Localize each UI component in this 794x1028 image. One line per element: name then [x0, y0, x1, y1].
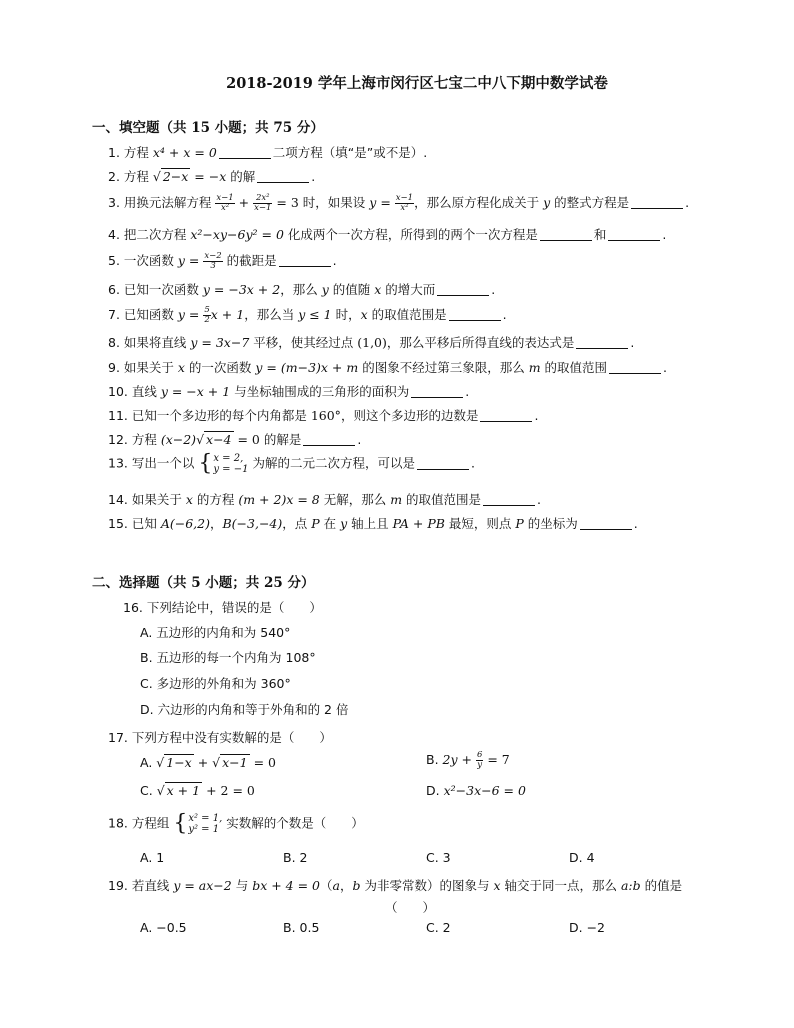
option-17b[interactable]: B. 2y + $\frac{6}{y}$ = 7 [426, 750, 510, 770]
option-18c[interactable]: C. 3 [426, 850, 451, 865]
section-multiple-choice: 二、选择题（共 5 小题；共 25 分） [92, 575, 315, 591]
question-9: 9. 如果关于 x 的一次函数 y = (m−3)x + m 的图象不经过第三象限，那么 m 的取值范围 . [108, 360, 668, 375]
page-title: 2018-2019 学年上海市闵行区七宝二中八下期中数学试卷 [226, 75, 608, 92]
question-5: 5. 一次函数 y = $\frac{x-2}{3}$ 的截距是 . [108, 251, 337, 271]
question-13: 13. 写出一个以 { x = 2, y = −1 为解的二元二次方程，可以是 . [108, 451, 475, 476]
answer-blank[interactable] [437, 283, 489, 296]
answer-blank[interactable] [219, 146, 271, 159]
answer-blank[interactable] [480, 409, 532, 422]
option-19a[interactable]: A. −0.5 [140, 920, 187, 935]
answer-blank[interactable] [411, 385, 463, 398]
option-17c[interactable]: C. √ x + 1 + 2 = 0 [140, 783, 255, 798]
question-19: 19. 若直线 y = ax−2 与 bx + 4 = 0（a，b 为非零常数）的图象与 x 轴交于同一点，那么 a:b 的值是 [108, 878, 683, 893]
option-18b[interactable]: B. 2 [283, 850, 308, 865]
answer-blank[interactable] [608, 228, 660, 241]
option-18d[interactable]: D. 4 [569, 850, 595, 865]
answer-blank[interactable] [483, 493, 535, 506]
question-15: 15. 已知 A(−6,2)，B(−3,−4)，点 P 在 y 轴上且 PA + PB 最短，则点 P 的坐标为 . [108, 516, 638, 531]
question-8: 8. 如果将直线 y = 3x−7 平移，使其经过点 (1,0)，那么平移后所得直线的表达式是 . [108, 335, 635, 350]
option-16a[interactable]: A. 五边形的内角和为 540° [140, 625, 291, 640]
option-18a[interactable]: A. 1 [140, 850, 165, 865]
question-10: 10. 直线 y = −x + 1 与坐标轴围成的三角形的面积为 . [108, 384, 470, 399]
option-16d[interactable]: D. 六边形的内角和等于外角和的 2 倍 [140, 702, 349, 717]
question-16: 16. 下列结论中，错误的是（ ） [123, 600, 322, 615]
answer-blank[interactable] [609, 361, 661, 374]
option-16b[interactable]: B. 五边形的每一个内角为 108° [140, 650, 316, 665]
answer-blank[interactable] [417, 457, 469, 470]
question-12: 12. 方程 (x−2)√ x−4 = 0 的解是 . [108, 432, 362, 447]
option-16c[interactable]: C. 多边形的外角和为 360° [140, 676, 291, 691]
option-19d[interactable]: D. −2 [569, 920, 605, 935]
answer-blank[interactable] [449, 308, 501, 321]
question-17: 17. 下列方程中没有实数解的是（ ） [108, 730, 332, 745]
option-19c[interactable]: C. 2 [426, 920, 451, 935]
question-3: 3. 用换元法解方程 $\frac{x-1}{\text{x²}}$ + $\frac{\text{2x²}}{x-1}$ = 3 时，如果设 y = $\frac{x-1}{\text{x²}}$ ，那么原方程化成关于 y 的整式方程是 . [108, 193, 690, 213]
question-14: 14. 如果关于 x 的方程 (m + 2)x = 8 无解，那么 m 的取值范围是 . [108, 492, 542, 507]
option-19b[interactable]: B. 0.5 [283, 920, 320, 935]
answer-blank[interactable] [580, 517, 632, 530]
section-fill-blank: 一、填空题（共 15 小题；共 75 分） [92, 120, 324, 136]
question-7: 7. 已知函数 y = $\frac{5}{2}$ x + 1，那么当 y ≤ 1 时，x 的取值范围是 . [108, 305, 507, 325]
answer-blank[interactable] [576, 336, 628, 349]
question-2: 2. 方程 √ 2−x = −x 的解 . [108, 169, 316, 184]
answer-blank[interactable] [257, 170, 309, 183]
question-4: 4. 把二次方程 x²−xy−6y² = 0 化成两个一次方程，所得到的两个一次方程是 和 . [108, 227, 667, 242]
question-11: 11. 已知一个多边形的每个内角都是 160°，则这个多边形的边数是 . [108, 408, 539, 423]
answer-blank[interactable] [631, 196, 683, 209]
question-18: 18. 方程组 { x² = 1, y² = 1 实数解的个数是（ ） [108, 811, 364, 836]
answer-blank[interactable] [279, 254, 331, 267]
option-17d[interactable]: D. x²−3x−6 = 0 [426, 783, 526, 798]
option-17a[interactable]: A. √ 1−x + √ x−1 = 0 [140, 755, 276, 770]
answer-blank[interactable] [303, 433, 355, 446]
answer-paren: （ ） [385, 900, 436, 915]
question-1: 1. 方程 x⁴ + x = 0 二项方程（填“是”或不是）. [108, 145, 428, 160]
answer-blank[interactable] [540, 228, 592, 241]
question-6: 6. 已知一次函数 y = −3x + 2，那么 y 的值随 x 的增大而 . [108, 282, 496, 297]
